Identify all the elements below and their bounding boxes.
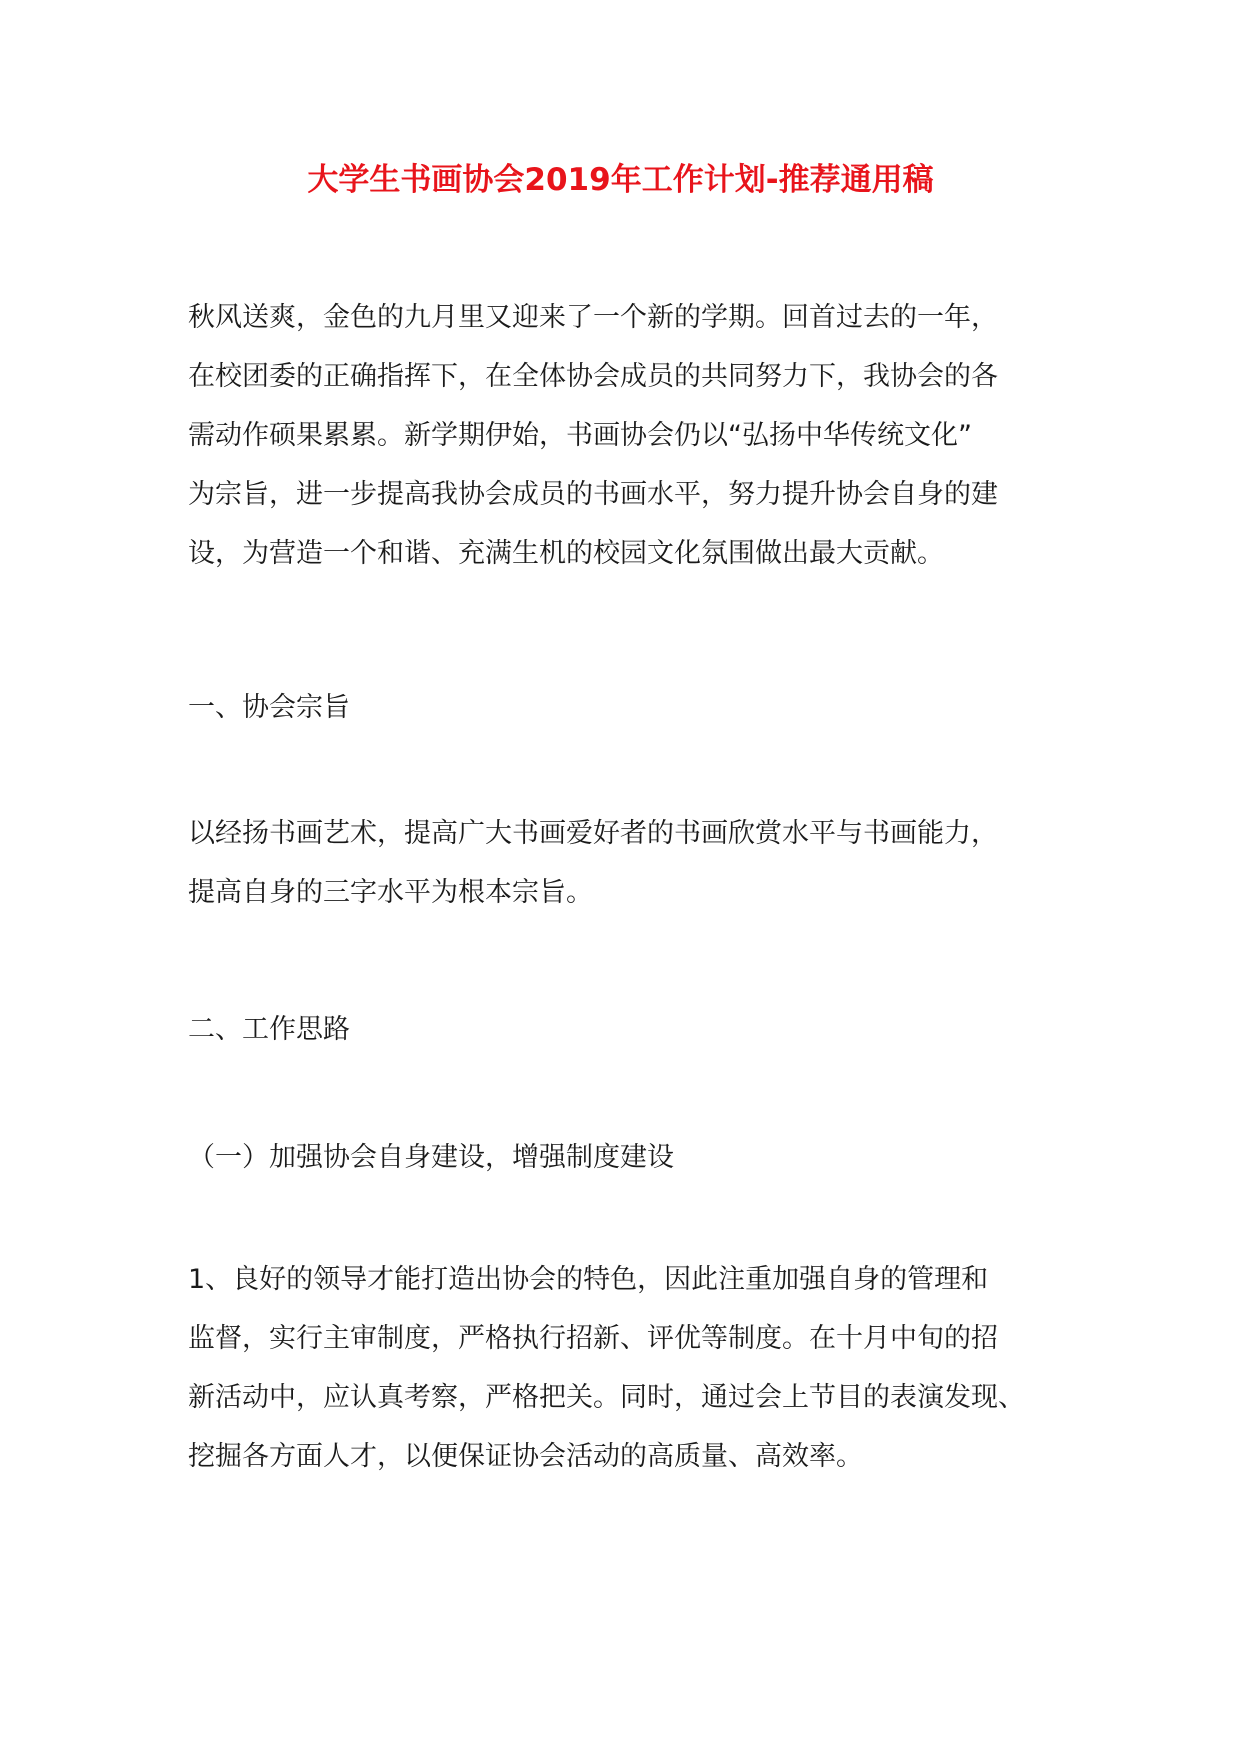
item-1-line: 新活动中，应认真考察，严格把关。同时，通过会上节目的表演发现、 [188,1382,1025,1413]
item-1-line: 1、良好的领导才能打造出协会的特色，因此注重加强自身的管理和 [188,1264,989,1295]
section-heading-work-ideas: 二、工作思路 [188,1014,350,1045]
item-1-line: 监督，实行主审制度，严格执行招新、评优等制度。在十月中旬的招 [188,1323,998,1354]
item-1-paragraph [188,1250,1088,1486]
intro-line: 设，为营造一个和谐、充满生机的校园文化氛围做出最大贡献。 [188,538,944,569]
item-1-line: 挖掘各方面人才，以便保证协会活动的高质量、高效率。 [188,1441,863,1472]
intro-line: 需动作硕果累累。新学期伊始，书画协会仍以“弘扬中华传统文化” [188,420,972,451]
intro-line: 秋风送爽，金色的九月里又迎来了一个新的学期。回首过去的一年， [188,302,998,333]
document-title: 大学生书画协会2019年工作计划-推荐通用稿 [307,162,934,198]
subsection-heading-self-building: （一）加强协会自身建设，增强制度建设 [188,1142,674,1173]
section-heading-purpose: 一、协会宗旨 [188,692,350,723]
purpose-line: 以经扬书画艺术，提高广大书画爱好者的书画欣赏水平与书画能力， [188,818,998,849]
intro-paragraph [188,288,1088,583]
intro-line: 在校团委的正确指挥下，在全体协会成员的共同努力下，我协会的各 [188,361,998,392]
purpose-paragraph [188,804,1088,922]
intro-line: 为宗旨，进一步提高我协会成员的书画水平，努力提升协会自身的建 [188,479,998,510]
purpose-line: 提高自身的三字水平为根本宗旨。 [188,877,593,908]
